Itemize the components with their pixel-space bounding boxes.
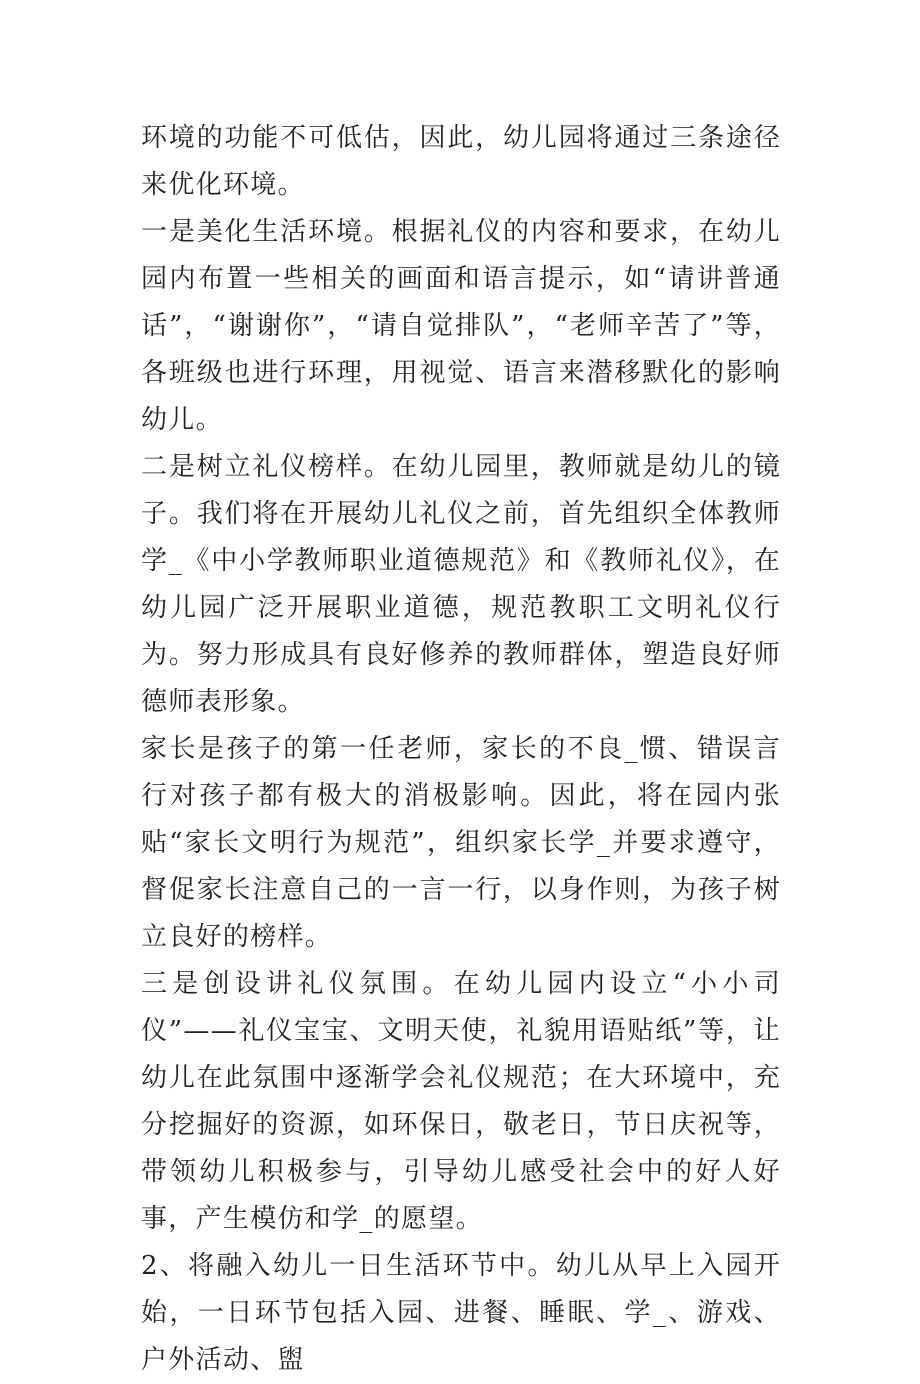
document-body	[141, 115, 781, 1384]
paragraph-teacher-role-model: 二是树立礼仪榜样。在幼儿园里，教师就是幼儿的镜子。我们将在开展幼儿礼仪之前，首先组织全体教师学_《中小学教师职业道德规范》和《教师礼仪》，在幼儿园广泛开展职业道德，规范教职工文明礼仪行为。努力形成具有良好修养的教师群体，塑造良好师德师表形象。	[141, 452, 781, 717]
paragraph-daily-life: 2、将融入幼儿一日生活环节中。幼儿从早上入园开始，一日环节包括入园、进餐、睡眠、学_、游戏、户外活动、盥	[141, 1251, 781, 1375]
paragraph-environment-intro: 环境的功能不可低估，因此，幼儿园将通过三条途径来优化环境。	[141, 123, 781, 200]
paragraph-etiquette-atmosphere: 三是创设讲礼仪氛围。在幼儿园内设立“小小司仪”——礼仪宝宝、文明天使，礼貌用语贴纸”等，让幼儿在此氛围中逐渐学会礼仪规范；在大环境中，充分挖掘好的资源，如环保日，敬老日，节日庆祝等，带领幼儿积极参与，引导幼儿感受社会中的好人好事，产生模仿和学_的愿望。	[141, 969, 781, 1234]
paragraph-parents-role: 家长是孩子的第一任老师，家长的不良_惯、错误言行对孩子都有极大的消极影响。因此，将在园内张贴“家长文明行为规范”，组织家长学_并要求遵守，督促家长注意自己的一言一行，以身作则，为孩子树立良好的榜样。	[141, 734, 781, 952]
paragraph-beautify-environment: 一是美化生活环境。根据礼仪的内容和要求，在幼儿园内布置一些相关的画面和语言提示，如“请讲普通话”，“谢谢你”，“请自觉排队”，“老师辛苦了”等，各班级也进行环理，用视觉、语言来潜移默化的影响幼儿。	[141, 217, 781, 435]
